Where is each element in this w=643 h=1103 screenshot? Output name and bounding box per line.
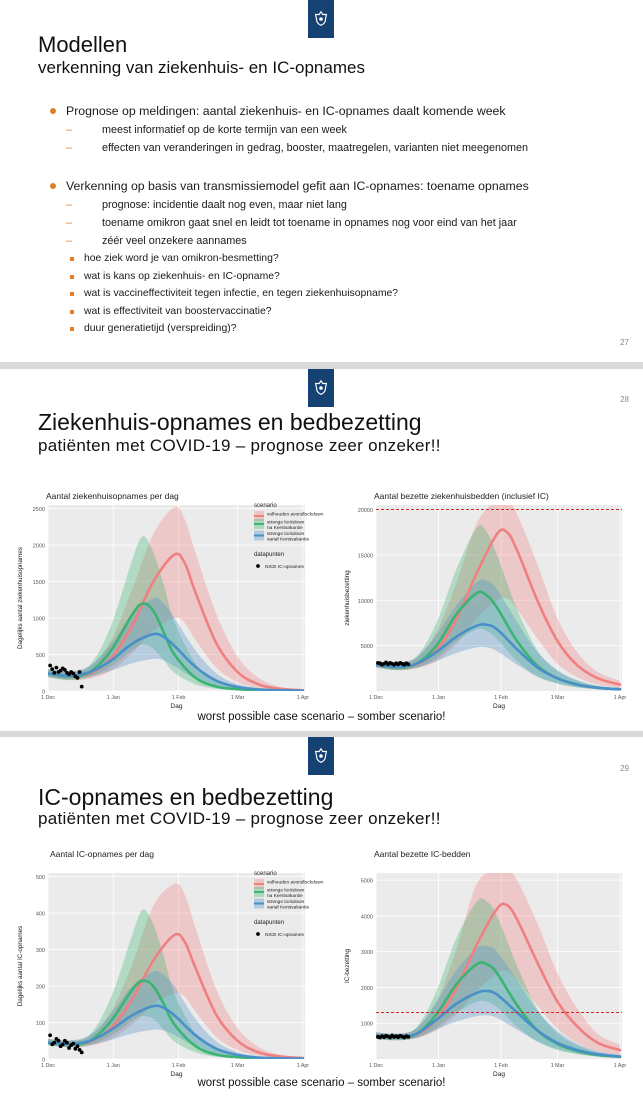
chart-ic-bedden: [336, 845, 636, 1081]
sub-bullet-item: [66, 214, 628, 232]
legend-point-marker: [256, 564, 260, 568]
data-point: [406, 1035, 410, 1039]
legend-datapoints-title: datapunten: [254, 552, 285, 558]
slide-title: Ziekenhuis-opnames en bedbezetting: [38, 409, 422, 435]
question-item: duur generatietijd (verspreiding)?: [66, 320, 628, 338]
bullet-text: Verkenning op basis van transmissiemodel gefit aan IC-opnames: toename opnames: [66, 179, 529, 193]
x-tick-label: 1 Jan: [106, 1063, 120, 1069]
sub-bullet-item: [66, 196, 628, 214]
question-item: wat is effectiviteit van boostervaccinatie?: [66, 303, 628, 321]
x-tick-label: 1 Feb: [171, 695, 186, 701]
y-tick-label: 500: [35, 875, 45, 882]
slide-title: Modellen: [38, 32, 128, 57]
sub-bullet-text: zéér veel onzekere aannames: [102, 235, 247, 247]
x-tick-label: 1 Dec: [41, 1063, 55, 1069]
legend-point-marker: [256, 932, 260, 936]
data-point: [71, 1042, 75, 1046]
y-tick-label: 1000: [360, 1021, 373, 1028]
y-tick-label: 20000: [357, 508, 373, 515]
y-tick-label: 100: [35, 1021, 45, 1028]
chart-ic-opnames: [6, 845, 341, 1081]
y-axis-label: Dagelijks aantal ziekenhuisopnames: [17, 547, 24, 649]
y-tick-label: 3000: [360, 950, 373, 957]
x-axis-label: Dag: [170, 703, 183, 710]
y-tick-label: 200: [35, 984, 45, 991]
data-point: [52, 671, 56, 675]
y-tick-label: 4000: [360, 914, 373, 921]
y-tick-label: 15000: [357, 553, 373, 560]
data-point: [57, 1039, 61, 1043]
y-tick-label: 300: [35, 948, 45, 955]
legend-label: strenge lockdown: [267, 532, 305, 537]
sub-bullet-text: meest informatief op de korte termijn van een week: [102, 124, 347, 136]
x-tick-label: 1 Dec: [41, 695, 55, 701]
slide-ziekenhuis: [0, 369, 643, 731]
legend-label: strenge lockdown: [267, 900, 305, 905]
x-tick-label: 1 Jan: [432, 695, 445, 701]
slide-subtitle: patiënten met COVID-19 – prognose zeer onzeker!!: [38, 809, 441, 828]
sub-bullet-item: [66, 139, 628, 157]
page-number: 29: [620, 764, 629, 773]
x-tick-label: 1 Dec: [369, 1063, 383, 1069]
crest-icon: [312, 10, 330, 28]
chart-title: Aantal IC-opnames per dag: [50, 849, 154, 859]
data-point: [80, 685, 84, 689]
y-tick-label: 1500: [32, 580, 45, 587]
scenario-caption: worst possible case scenario – somber scenario!: [197, 1077, 446, 1089]
y-tick-label: 2000: [360, 985, 373, 992]
legend-label: volhouden avondlockdown: [267, 512, 324, 518]
slide-subtitle: verkenning van ziekenhuis- en IC-opnames: [38, 58, 365, 77]
sub-bullet-item: [66, 232, 628, 338]
chart-title: Aantal bezette IC-bedden: [374, 849, 471, 859]
legend-title: scenario: [254, 503, 277, 509]
slide-modellen: [0, 0, 643, 362]
x-tick-label: 1 Apr: [296, 695, 310, 701]
y-tick-label: 0: [41, 1057, 45, 1064]
x-tick-label: 1 Jan: [432, 1063, 445, 1069]
y-axis-label: ziekenhuisbezetting: [344, 570, 351, 626]
legend-label: vanaf Kerstvakantie: [267, 537, 310, 543]
legend-label: vanaf Kerstvakantie: [267, 905, 310, 911]
x-tick-label: 1 Jan: [106, 695, 120, 701]
x-tick-label: 1 Dec: [369, 695, 383, 701]
legend-title: scenario: [254, 871, 277, 877]
data-point: [52, 1041, 56, 1045]
chart-ziekenhuisopnames: [6, 487, 341, 713]
data-point: [406, 662, 410, 666]
chart-ziekenhuisbedden: [336, 487, 636, 713]
y-axis-label: IC-bezetting: [344, 949, 351, 983]
x-tick-label: 1 Apr: [613, 1063, 627, 1069]
question-item: hoe ziek word je van omikron-besmetting?: [66, 250, 628, 268]
slide-subtitle: patiënten met COVID-19 – prognose zeer onzeker!!: [38, 436, 441, 455]
rijksoverheid-logo: [308, 737, 334, 775]
x-tick-label: 1 Feb: [494, 1063, 508, 1069]
data-point: [48, 664, 52, 668]
legend-datapoints-label: NICE IC-opnames: [265, 933, 304, 938]
bullet-list: [48, 102, 628, 358]
data-point: [76, 1044, 80, 1048]
y-tick-label: 400: [35, 911, 45, 918]
legend-label: na Kerstvakantie: [267, 526, 303, 531]
bullet-text: Prognose op meldingen: aantal ziekenhuis- en IC-opnames daalt komende week: [66, 104, 506, 118]
legend-label: volhouden avondlockdown: [267, 880, 324, 886]
y-tick-label: 500: [35, 653, 45, 660]
data-point: [55, 666, 59, 670]
bullet-item: [48, 177, 628, 338]
crest-icon: [312, 747, 330, 765]
y-tick-label: 10000: [357, 598, 373, 605]
legend-label: strenge lockdown: [267, 520, 305, 526]
x-tick-label: 1 Feb: [171, 1063, 186, 1069]
chart-title: Aantal ziekenhuisopnames per dag: [46, 491, 179, 501]
data-point: [80, 1051, 84, 1055]
legend-label: na Kerstvakantie: [267, 894, 303, 899]
chart-title: Aantal bezette ziekenhuisbedden (inclusief IC): [374, 491, 549, 501]
x-tick-label: 1 Feb: [494, 695, 508, 701]
question-item: wat is vaccineffectiviteit tegen infectie, en tegen ziekenhuisopname?: [66, 285, 628, 303]
sub-bullet-item: [66, 121, 628, 139]
data-point: [76, 676, 80, 680]
y-tick-label: 1000: [32, 616, 45, 623]
scenario-caption: worst possible case scenario – somber scenario!: [197, 711, 446, 723]
x-tick-label: 1 Mar: [550, 1063, 565, 1069]
crest-icon: [312, 379, 330, 397]
x-tick-label: 1 Apr: [613, 695, 627, 701]
rijksoverheid-logo: [308, 369, 334, 407]
data-point: [65, 1041, 69, 1045]
x-tick-label: 1 Apr: [296, 1063, 310, 1069]
x-tick-label: 1 Mar: [230, 695, 245, 701]
sub-bullet-text: effecten van veranderingen in gedrag, booster, maatregelen, varianten niet meegenomen: [102, 142, 528, 154]
bullet-item: [48, 102, 628, 157]
y-axis-label: Dagelijks aantal IC-opnames: [17, 925, 24, 1007]
sub-bullet-text: toename omikron gaat snel en leidt tot toename in opnames nog voor eind van het jaar: [102, 217, 517, 229]
data-point: [50, 667, 54, 671]
y-tick-label: 5000: [360, 878, 373, 885]
x-axis-label: Dag: [493, 703, 505, 710]
x-tick-label: 1 Mar: [230, 1063, 245, 1069]
data-point: [48, 1033, 52, 1037]
y-tick-label: 5000: [360, 644, 373, 651]
slide-ic: [0, 737, 643, 1103]
y-tick-label: 2500: [32, 507, 45, 514]
legend-datapoints-title: datapunten: [254, 920, 285, 926]
legend-label: strenge lockdown: [267, 888, 305, 894]
rijksoverheid-logo: [308, 0, 334, 38]
data-point: [61, 1043, 65, 1047]
data-point: [78, 670, 82, 674]
x-tick-label: 1 Mar: [550, 695, 565, 701]
x-axis-label: Dag: [170, 1071, 183, 1078]
page-number: 27: [620, 338, 629, 347]
question-item: wat is kans op ziekenhuis- en IC-opname?: [66, 268, 628, 286]
slide-title: IC-opnames en bedbezetting: [38, 784, 334, 810]
y-tick-label: 2000: [32, 543, 45, 550]
page-number: 28: [620, 395, 629, 404]
legend-datapoints-label: NICE IC-opnames: [265, 565, 304, 570]
x-axis-label: Dag: [493, 1071, 505, 1078]
sub-bullet-text: prognose: incidentie daalt nog even, maar niet lang: [102, 199, 347, 211]
y-tick-label: 0: [41, 689, 45, 696]
